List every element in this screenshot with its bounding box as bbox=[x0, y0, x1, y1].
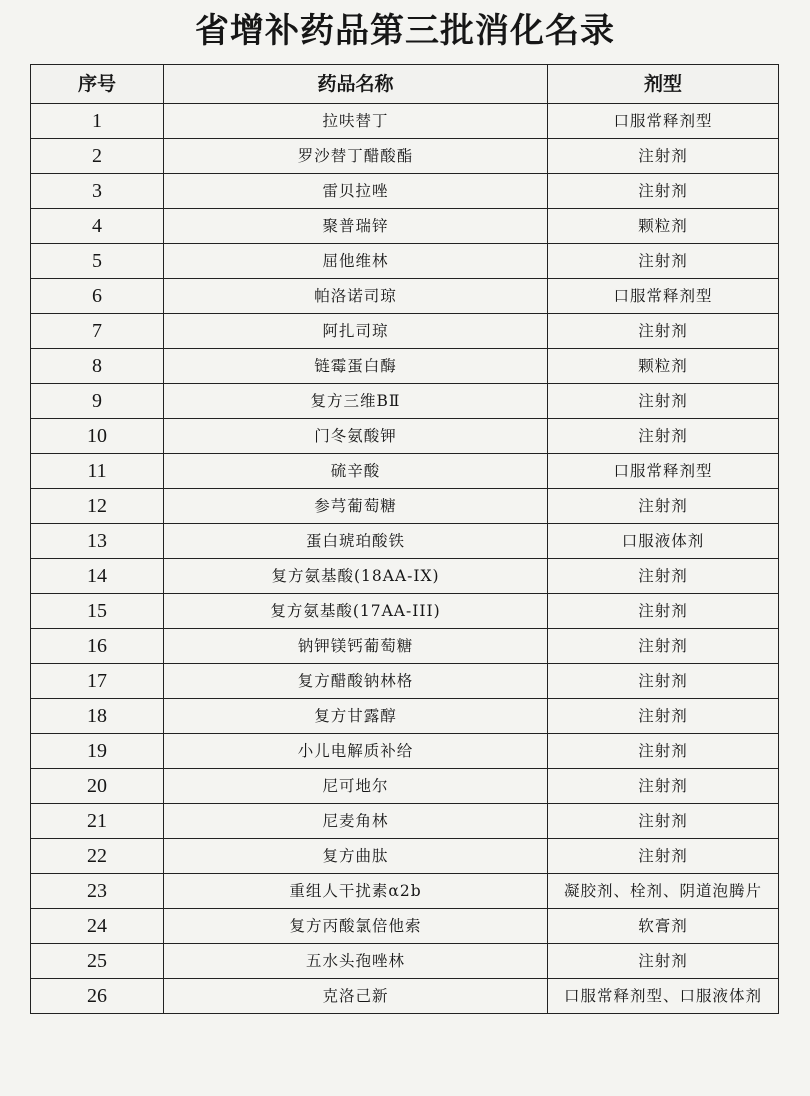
drug-name-cell: 参芎葡萄糖 bbox=[164, 489, 548, 524]
drug-name-cell: 硫辛酸 bbox=[164, 454, 548, 489]
drug-name-cell: 复方氨基酸(17AA-III) bbox=[164, 594, 548, 629]
drug-name-cell: 钠钾镁钙葡萄糖 bbox=[164, 629, 548, 664]
dosage-form-cell: 口服常释剂型、口服液体剂 bbox=[548, 979, 779, 1014]
dosage-form-cell: 注射剂 bbox=[548, 244, 779, 279]
drug-name-cell: 五水头孢唑林 bbox=[164, 944, 548, 979]
drug-name-cell: 克洛己新 bbox=[164, 979, 548, 1014]
drug-list-table bbox=[30, 64, 779, 1014]
table-row bbox=[31, 349, 779, 384]
seq-cell: 4 bbox=[31, 209, 164, 244]
drug-name-cell: 重组人干扰素α2b bbox=[164, 874, 548, 909]
dosage-form-cell: 注射剂 bbox=[548, 594, 779, 629]
table-row bbox=[31, 104, 779, 139]
header-drug-name: 药品名称 bbox=[164, 65, 548, 104]
dosage-form-cell: 口服常释剂型 bbox=[548, 279, 779, 314]
dosage-form-cell: 注射剂 bbox=[548, 804, 779, 839]
drug-name-cell: 复方三维BⅡ bbox=[164, 384, 548, 419]
drug-name-cell: 链霉蛋白酶 bbox=[164, 349, 548, 384]
seq-cell: 15 bbox=[31, 594, 164, 629]
drug-name-cell: 复方醋酸钠林格 bbox=[164, 664, 548, 699]
seq-cell: 19 bbox=[31, 734, 164, 769]
drug-name-cell: 聚普瑞锌 bbox=[164, 209, 548, 244]
drug-name-cell: 门冬氨酸钾 bbox=[164, 419, 548, 454]
seq-cell: 2 bbox=[31, 139, 164, 174]
drug-name-cell: 帕洛诺司琼 bbox=[164, 279, 548, 314]
table-row bbox=[31, 804, 779, 839]
dosage-form-cell: 软膏剂 bbox=[548, 909, 779, 944]
seq-cell: 18 bbox=[31, 699, 164, 734]
table-row bbox=[31, 384, 779, 419]
table-row bbox=[31, 944, 779, 979]
seq-cell: 16 bbox=[31, 629, 164, 664]
drug-name-cell: 小儿电解质补给 bbox=[164, 734, 548, 769]
table-row bbox=[31, 139, 779, 174]
table-row bbox=[31, 489, 779, 524]
header-seq: 序号 bbox=[31, 65, 164, 104]
dosage-form-cell: 注射剂 bbox=[548, 664, 779, 699]
table-row bbox=[31, 664, 779, 699]
dosage-form-cell: 注射剂 bbox=[548, 769, 779, 804]
table-row bbox=[31, 734, 779, 769]
seq-cell: 24 bbox=[31, 909, 164, 944]
table-row bbox=[31, 594, 779, 629]
table-row bbox=[31, 769, 779, 804]
dosage-form-cell: 口服液体剂 bbox=[548, 524, 779, 559]
seq-cell: 26 bbox=[31, 979, 164, 1014]
drug-name-cell: 复方曲肽 bbox=[164, 839, 548, 874]
dosage-form-cell: 注射剂 bbox=[548, 734, 779, 769]
dosage-form-cell: 注射剂 bbox=[548, 314, 779, 349]
table-header-row bbox=[31, 65, 779, 104]
dosage-form-cell: 注射剂 bbox=[548, 944, 779, 979]
table-row bbox=[31, 699, 779, 734]
dosage-form-cell: 凝胶剂、栓剂、阴道泡腾片 bbox=[548, 874, 779, 909]
seq-cell: 17 bbox=[31, 664, 164, 699]
drug-name-cell: 尼麦角林 bbox=[164, 804, 548, 839]
drug-name-cell: 屈他维林 bbox=[164, 244, 548, 279]
dosage-form-cell: 注射剂 bbox=[548, 629, 779, 664]
seq-cell: 14 bbox=[31, 559, 164, 594]
drug-name-cell: 复方甘露醇 bbox=[164, 699, 548, 734]
drug-name-cell: 罗沙替丁醋酸酯 bbox=[164, 139, 548, 174]
drug-name-cell: 复方丙酸氯倍他索 bbox=[164, 909, 548, 944]
table-row bbox=[31, 314, 779, 349]
seq-cell: 12 bbox=[31, 489, 164, 524]
drug-name-cell: 尼可地尔 bbox=[164, 769, 548, 804]
table-row bbox=[31, 454, 779, 489]
table-row bbox=[31, 524, 779, 559]
seq-cell: 11 bbox=[31, 454, 164, 489]
seq-cell: 21 bbox=[31, 804, 164, 839]
seq-cell: 3 bbox=[31, 174, 164, 209]
table-row bbox=[31, 909, 779, 944]
seq-cell: 8 bbox=[31, 349, 164, 384]
table-row bbox=[31, 174, 779, 209]
seq-cell: 9 bbox=[31, 384, 164, 419]
drug-name-cell: 蛋白琥珀酸铁 bbox=[164, 524, 548, 559]
table-row bbox=[31, 279, 779, 314]
table-row bbox=[31, 244, 779, 279]
table-row bbox=[31, 979, 779, 1014]
dosage-form-cell: 注射剂 bbox=[548, 699, 779, 734]
seq-cell: 23 bbox=[31, 874, 164, 909]
dosage-form-cell: 颗粒剂 bbox=[548, 209, 779, 244]
table-row bbox=[31, 419, 779, 454]
seq-cell: 7 bbox=[31, 314, 164, 349]
dosage-form-cell: 注射剂 bbox=[548, 174, 779, 209]
dosage-form-cell: 注射剂 bbox=[548, 489, 779, 524]
drug-name-cell: 阿扎司琼 bbox=[164, 314, 548, 349]
seq-cell: 20 bbox=[31, 769, 164, 804]
seq-cell: 25 bbox=[31, 944, 164, 979]
seq-cell: 6 bbox=[31, 279, 164, 314]
table-row bbox=[31, 839, 779, 874]
dosage-form-cell: 注射剂 bbox=[548, 839, 779, 874]
table-row bbox=[31, 874, 779, 909]
table-body bbox=[31, 104, 779, 1014]
seq-cell: 10 bbox=[31, 419, 164, 454]
table-row bbox=[31, 559, 779, 594]
seq-cell: 5 bbox=[31, 244, 164, 279]
dosage-form-cell: 注射剂 bbox=[548, 419, 779, 454]
dosage-form-cell: 口服常释剂型 bbox=[548, 454, 779, 489]
dosage-form-cell: 口服常释剂型 bbox=[548, 104, 779, 139]
dosage-form-cell: 注射剂 bbox=[548, 559, 779, 594]
table-row bbox=[31, 629, 779, 664]
dosage-form-cell: 颗粒剂 bbox=[548, 349, 779, 384]
drug-name-cell: 复方氨基酸(18AA-IX) bbox=[164, 559, 548, 594]
seq-cell: 13 bbox=[31, 524, 164, 559]
dosage-form-cell: 注射剂 bbox=[548, 384, 779, 419]
drug-name-cell: 雷贝拉唑 bbox=[164, 174, 548, 209]
page-title: 省增补药品第三批消化名录 bbox=[195, 11, 615, 51]
drug-name-cell: 拉呋替丁 bbox=[164, 104, 548, 139]
seq-cell: 1 bbox=[31, 104, 164, 139]
header-dosage-form: 剂型 bbox=[548, 65, 779, 104]
dosage-form-cell: 注射剂 bbox=[548, 139, 779, 174]
table-row bbox=[31, 209, 779, 244]
seq-cell: 22 bbox=[31, 839, 164, 874]
